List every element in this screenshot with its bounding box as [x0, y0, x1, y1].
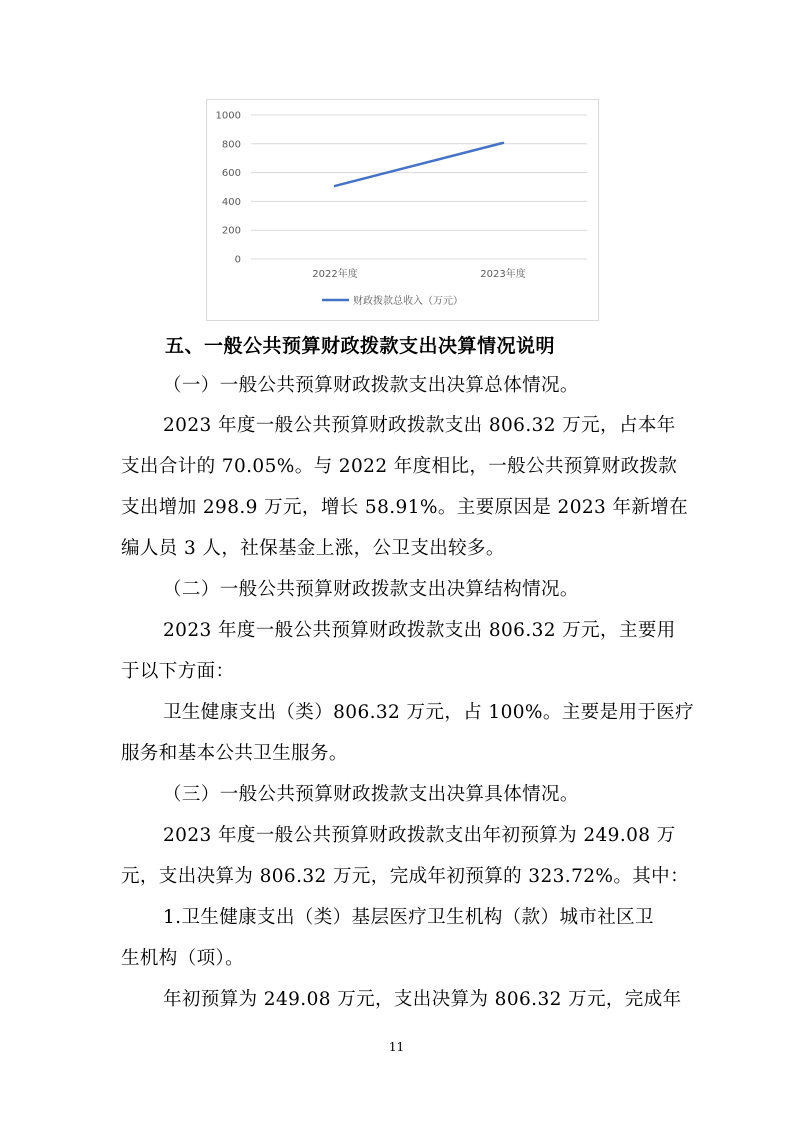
section-heading: 五、一般公共预算财政拨款支出决算情况说明: [165, 335, 556, 357]
paragraph-line: 1.卫生健康支出（类）基层医疗卫生机构（款）城市社区卫: [163, 907, 654, 928]
subheading-3: （三）一般公共预算财政拨款支出决算具体情况。: [163, 784, 579, 805]
y-tick-label: 1000: [215, 110, 241, 122]
paragraph-line: 编人员 3 人，社保基金上涨，公卫支出较多。: [121, 538, 505, 559]
y-tick-label: 0: [234, 254, 241, 266]
paragraph-line: 元，支出决算为 806.32 万元，完成年初预算的 323.72%。其中：: [121, 866, 689, 887]
y-tick-label: 800: [221, 139, 241, 151]
income-line-chart: [206, 99, 599, 321]
page-number: 11: [388, 1040, 405, 1054]
chart-svg: [207, 100, 600, 322]
legend-label: 财政拨款总收入（万元）: [353, 296, 463, 307]
y-tick-label: 400: [221, 196, 241, 208]
subheading-1: （一）一般公共预算财政拨款支出决算总体情况。: [163, 375, 579, 396]
paragraph-line: 于以下方面：: [121, 661, 235, 682]
paragraph-line: 服务和基本公共卫生服务。: [121, 743, 348, 764]
series-line: [335, 143, 503, 186]
paragraph-line: 2023 年度一般公共预算财政拨款支出 806.32 万元，主要用: [163, 620, 676, 641]
paragraph-line: 2023 年度一般公共预算财政拨款支出 806.32 万元，占本年: [163, 415, 676, 436]
y-tick-label: 600: [221, 168, 241, 180]
subheading-2: （二）一般公共预算财政拨款支出决算结构情况。: [163, 579, 579, 600]
paragraph-line: 生机构（项）。: [121, 948, 245, 969]
paragraph-line: 2023 年度一般公共预算财政拨款支出年初预算为 249.08 万: [163, 825, 676, 846]
x-tick-label: 2023年度: [480, 269, 526, 280]
x-tick-label: 2022年度: [312, 269, 358, 280]
paragraph-line: 年初预算为 249.08 万元，支出决算为 806.32 万元，完成年: [163, 989, 682, 1010]
paragraph-line: 支出增加 298.9 万元，增长 58.91%。主要原因是 2023 年新增在: [121, 497, 689, 518]
paragraph-line: 支出合计的 70.05%。与 2022 年度相比，一般公共预算财政拨款: [121, 456, 678, 477]
paragraph-line: 卫生健康支出（类）806.32 万元，占 100%。主要是用于医疗: [163, 702, 695, 723]
y-tick-label: 200: [221, 225, 241, 237]
